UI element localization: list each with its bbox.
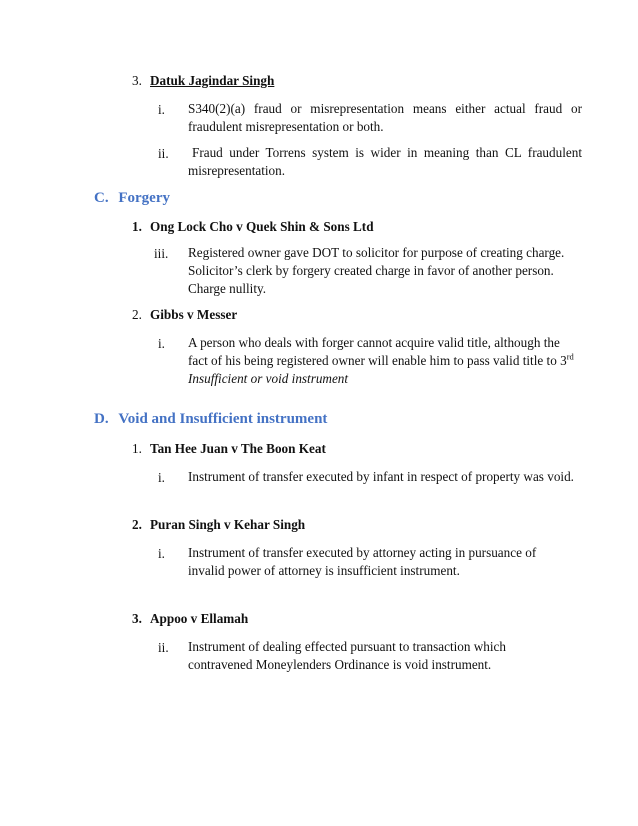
point-line: Instrument of dealing effected pursuant to transaction which [188,639,506,654]
superscript: rd [566,351,574,362]
case-number: 2. [132,517,142,532]
case-title: Ong Lock Cho v Quek Shin & Sons Ltd [150,219,374,234]
point-line: S340(2)(a) fraud or misrepresentation means either actual fraud or [188,101,582,116]
point-line: contravened Moneylenders Ordinance is void instrument. [188,657,492,672]
point-line: Registered owner gave DOT to solicitor for purpose of creating charge. [188,245,565,260]
point-number: i. [158,336,165,351]
italic-note: Insufficient or void instrument [188,371,349,386]
case-number: 3. [132,611,142,626]
point-number: ii. [158,146,169,161]
case-title: Tan Hee Juan v The Boon Keat [150,441,326,456]
case-number: 1. [132,441,142,456]
section-heading-forgery [94,190,170,207]
point-line: A person who deals with forger cannot acquire valid title, although the [188,335,560,350]
section-label: C. [94,190,109,206]
point-text [188,544,582,580]
section-heading-void-insufficient [94,411,327,428]
point-line: invalid power of attorney is insufficient instrument. [188,563,460,578]
case-title: Gibbs v Messer [150,307,238,322]
point-line: misrepresentation. [188,163,286,178]
point-line: Fraud under Torrens system is wider in meaning than CL fraudulent [192,145,582,160]
section-title: Void and Insufficient instrument [118,411,328,427]
section-title: Forgery [118,190,170,206]
point-number: ii. [158,640,169,655]
point-number: i. [158,546,165,561]
case-title: Datuk Jagindar Singh [150,73,275,88]
point-line: Solicitor’s clerk by forgery created charge in favor of another person. [188,263,554,278]
case-title: Puran Singh v Kehar Singh [150,517,306,532]
point-line: fact of his being registered owner will enable him to pass valid title to 3 [188,353,567,368]
point-line-with-superscript [188,352,588,370]
case-number: 2. [132,307,142,322]
point-number: i. [158,470,165,485]
point-text [188,468,598,486]
point-line: Instrument of transfer executed by attorney acting in pursuance of [188,545,537,560]
point-line-italic [188,370,588,388]
case-title: Appoo v Ellamah [150,611,249,626]
point-number: iii. [154,246,169,261]
point-text [188,144,582,180]
point-number: i. [158,102,165,117]
point-text [188,334,588,388]
point-text [188,638,582,674]
point-line: fraudulent misrepresentation or both. [188,119,384,134]
point-line: Instrument of transfer executed by infant in respect of property was void. [188,469,574,484]
point-text [188,244,582,298]
section-label: D. [94,411,109,427]
point-text [188,100,582,136]
case-number: 1. [132,219,142,234]
case-number: 3. [132,73,142,88]
point-line: Charge nullity. [188,281,267,296]
